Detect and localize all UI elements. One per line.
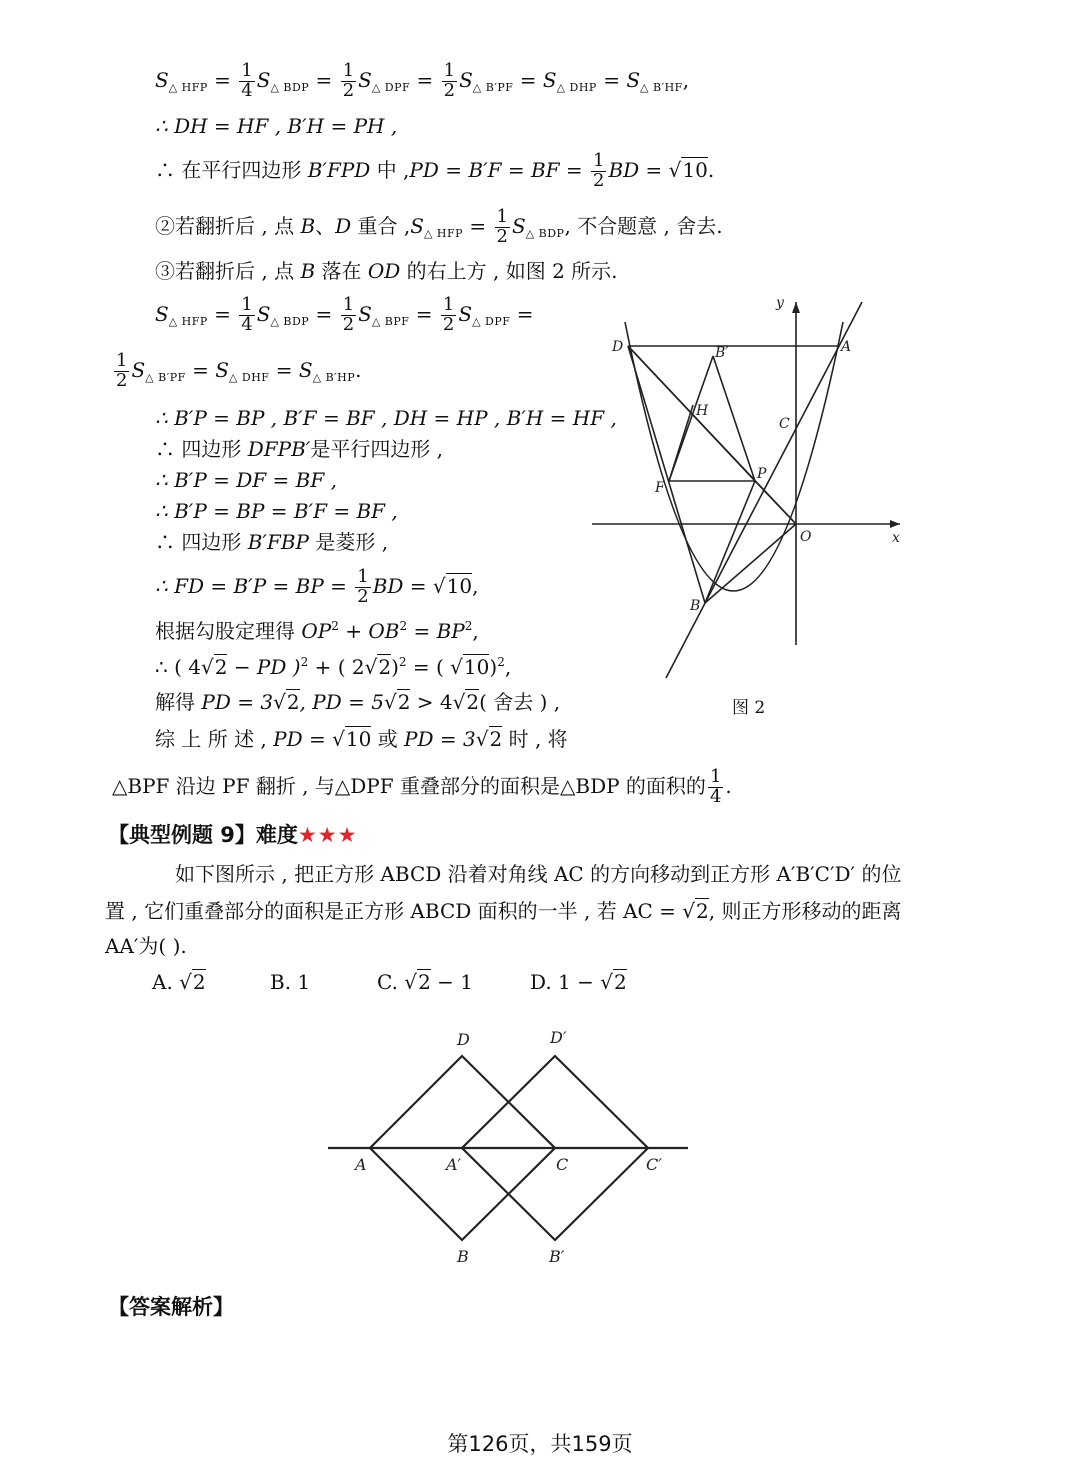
- label-b-prime: B′: [715, 345, 729, 361]
- label-d-prime: D′: [550, 1028, 567, 1047]
- label-c: C: [779, 416, 790, 432]
- segment-bo: [705, 524, 796, 603]
- option-d: D. 1 − √2: [530, 970, 627, 994]
- label-p: P: [757, 466, 767, 482]
- label-b: B: [457, 1247, 469, 1266]
- label-d: D: [612, 339, 624, 355]
- line-fd: ∴ FD = B′P = BP = $\frac{1}{2}$ BD = √10,: [155, 566, 479, 607]
- label-c-prime: C′: [646, 1155, 662, 1174]
- segment-bp: [705, 481, 755, 603]
- equation-area-chain: $S_{\triangle HFP}$ = $\frac{1}{4}$ $S_{\triangle BDP}$ = $\frac{1}{2}$ $S_{\triangle DPF}$ = $\frac{1}{2}$ $S_{\triangle B'PF} = S_{\triangle DHP} = S_{\triangle B'HF}$,: [155, 60, 690, 101]
- label-c: C: [556, 1155, 569, 1174]
- label-f: F: [655, 480, 665, 496]
- page-footer: 第126页，共159页: [447, 1432, 633, 1456]
- segment-db: [628, 346, 705, 603]
- figure-squares: [320, 1020, 700, 1270]
- line-dh-hf: ∴ DH = HF , B′H = PH ,: [155, 114, 398, 138]
- example-heading: 【典型例题 9】难度★★★: [108, 823, 358, 847]
- line-rhombus: ∴ 四边形 B′FBP 是菱形 ,: [155, 530, 389, 554]
- line-summary: 综 上 所 述 , PD = √10 或 PD = 3√2 时 , 将: [155, 727, 568, 751]
- line-bp-bp: ∴ B′P = BP = B′F = BF ,: [155, 499, 398, 523]
- line-bp-df: ∴ B′P = DF = BF ,: [155, 468, 337, 492]
- option-a: A. √2: [152, 970, 206, 994]
- label-b-prime: B′: [549, 1247, 565, 1266]
- label-y: y: [776, 295, 784, 311]
- label-a-prime: A′: [446, 1155, 462, 1174]
- problem-line-1: 如下图所示 , 把正方形 ABCD 沿着对角线 AC 的方向移动到正方形 A′B′C′D′ 的位: [175, 862, 902, 886]
- option-b: B. 1: [270, 970, 311, 994]
- line-equation: ∴ ( 4√2 − PD )$^2$ + ( 2√2)$^2$ = ( √10)$^2$,: [155, 655, 512, 679]
- equation-area-chain-2: $S_{\triangle HFP}$ = $\frac{1}{4}$ $S_{\triangle BDP}$ = $\frac{1}{2}$ $S_{\triangle BPF}$ = $\frac{1}{2}$ $S_{\triangle DPF}$ =: [155, 294, 534, 335]
- line-bp-bf: ∴ B′P = BP , B′F = BF , DH = HP , B′H = HF ,: [155, 406, 617, 430]
- label-o: O: [800, 529, 812, 545]
- equation-area-chain-3: $\frac{1}{2}$ $S_{\triangle B'PF} = S_{\triangle DHF} = S_{\triangle B'HP}$.: [116, 350, 362, 391]
- segment-b1p: [713, 356, 755, 481]
- parabola-curve: [625, 322, 843, 591]
- label-h: H: [696, 403, 709, 419]
- label-d: D: [457, 1030, 470, 1049]
- option-c: C. √2 − 1: [377, 970, 473, 994]
- line-pythagoras: 根据勾股定理得 $OP^2 + OB^2 = BP^2$,: [155, 619, 479, 643]
- answer-heading: 【答案解析】: [108, 1295, 234, 1319]
- line-case-2: ②若翻折后 , 点 B、D 重合 $,S_{\triangle HFP}$ = $\frac{1}{2}$ $S_{\triangle BDP}$, 不合题意 , 舍去.: [155, 206, 723, 247]
- figure-2-caption: 图 2: [732, 698, 766, 718]
- figure-2-parabola: [585, 290, 915, 730]
- line-case-3: ③若翻折后 , 点 B 落在 OD 的右上方 , 如图 2 所示.: [155, 259, 618, 283]
- line-parallelogram-dfpb: ∴ 四边形 DFPB′是平行四边形 ,: [155, 437, 444, 461]
- segment-fh: [669, 405, 693, 481]
- label-b: B: [690, 598, 701, 614]
- problem-line-3: AA′为( ).: [105, 934, 187, 958]
- label-a: A: [355, 1155, 367, 1174]
- difficulty-stars: ★★★: [297, 823, 358, 847]
- problem-line-2: 置 , 它们重叠部分的面积是正方形 ABCD 面积的一半 , 若 AC = √2, 则正方形移动的距离: [105, 899, 902, 923]
- label-x: x: [892, 530, 900, 546]
- line-solution: 解得 PD = 3√2, PD = 5√2 > 4√2( 舍去 ) ,: [155, 690, 561, 714]
- label-a: A: [841, 339, 852, 355]
- segment-po: [755, 481, 796, 524]
- line-parallelogram-bfpd: ∴ 在平行四边形 B′FPD 中 ,PD = B′F = BF = $\frac{1}{2}$ BD = √10.: [155, 150, 715, 191]
- line-conclusion: △BPF 沿边 PF 翻折 , 与△DPF 重叠部分的面积是△BDP 的面积的 $\frac{1}{4}$ .: [112, 766, 732, 807]
